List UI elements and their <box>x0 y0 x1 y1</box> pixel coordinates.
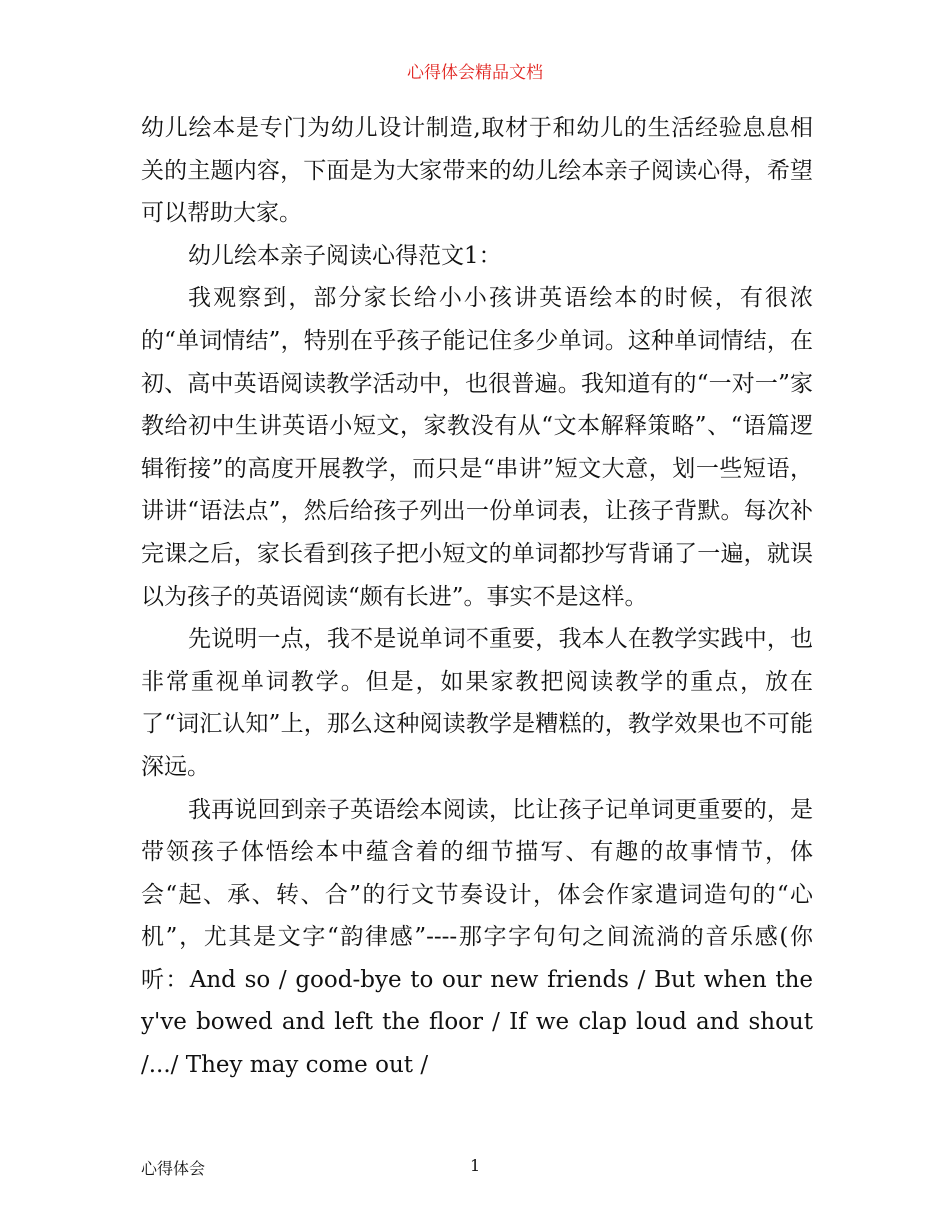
page-number: 1 <box>470 1156 481 1175</box>
paragraph-clarification: 先说明一点，我不是说单词不重要，我本人在教学实践中，也非常重视单词教学。但是，如果家教把阅读教学的重点，放在了“词汇认知”上，那么这种阅读教学是糟糕的，教学效果也不可能深远。 <box>141 626 813 780</box>
paragraph-intro: 幼儿绘本是专门为幼儿设计制造,取材于和幼儿的生活经验息息相关的主题内容，下面是为大家带来的幼儿绘本亲子阅读心得，希望可以帮助大家。 <box>141 115 813 227</box>
document-header-title: 心得体会精品文档 <box>407 63 543 83</box>
paragraph-observation: 我观察到，部分家长给小小孩讲英语绘本的时候，有很浓的“单词情结”，特别在乎孩子能记住多少单词。这种单词情结，在初、高中英语阅读教学活动中，也很普遍。我知道有的“一对一”家教给初中生讲英语小短文，家教没有从“文本解释策略”、“语篇逻辑衔接”的高度开展教学，而只是“串讲”短文大意，划一些短语，讲讲“语法点”，然后给孩子列出一份单词表，让孩子背默。每次补完课之后，家长看到孩子把小短文的单词都抄写背诵了一遍，就误以为孩子的英语阅读“颇有长进”。事实不是这样。 <box>141 285 813 610</box>
paragraph-picture-book-reading: 我再说回到亲子英语绘本阅读，比让孩子记单词更重要的，是带领孩子体悟绘本中蕴含着的细节描写、有趣的故事情节，体会“起、承、转、合”的行文节奏设计，体会作家遣词造句的“心机”，尤其是文字“韵律感”----那字字句句之间流淌的音乐感(你听：And so / good-bye to our new friends / But when they've bowed and left the floor / If we clap loud and shout /.../ They may come out / <box>141 796 813 1079</box>
paragraph-section-heading: 幼儿绘本亲子阅读心得范文1： <box>188 242 502 269</box>
document-body <box>141 107 813 1087</box>
footer-label: 心得体会 <box>141 1159 206 1178</box>
